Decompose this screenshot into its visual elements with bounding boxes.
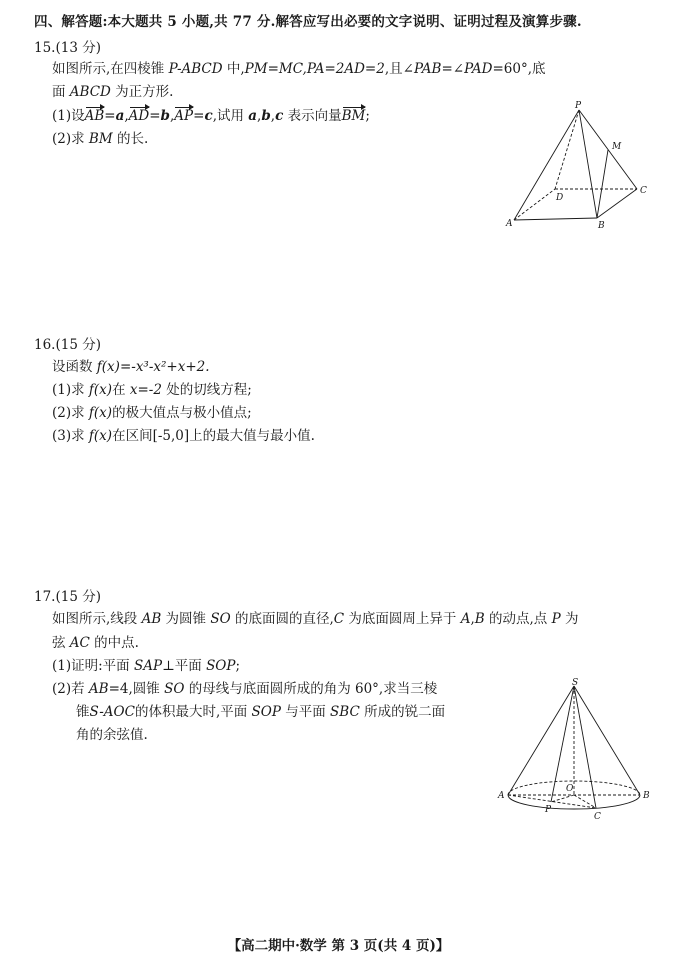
text: 所成的锐二面 — [359, 704, 446, 720]
text: 为圆锥 — [161, 611, 211, 627]
text: 在 — [112, 382, 130, 398]
text: SO — [164, 681, 185, 697]
page-footer: 【高二期中·数学 第 3 页(共 4 页)】 — [227, 938, 450, 954]
text: (2)若 — [52, 681, 89, 697]
text: , — [270, 108, 276, 124]
pyramid-figure — [500, 96, 660, 231]
text: =4,圆锥 — [108, 681, 165, 697]
text: b — [160, 108, 170, 124]
text: AC — [69, 635, 90, 651]
text: f(x)=-x³-x²+x+2. — [96, 359, 210, 375]
base-circle-front — [508, 795, 640, 809]
edge-sa — [508, 686, 574, 795]
label-p: P — [545, 805, 552, 815]
text: 的动点,点 — [484, 611, 552, 627]
edge-ab — [514, 218, 597, 220]
text: SOP — [251, 704, 281, 720]
text: 的中点. — [89, 635, 139, 651]
text: , — [124, 108, 129, 124]
label-d: D — [556, 193, 564, 203]
text: 在区间[-5,0]上的最大值与最小值. — [112, 428, 315, 444]
text: SOP — [206, 658, 236, 674]
text: , — [170, 108, 175, 124]
q16-line1 — [52, 355, 210, 375]
text: 中, — [222, 61, 245, 77]
q17-part2-line3 — [76, 723, 148, 743]
text: C — [333, 611, 345, 627]
text: 为 — [560, 611, 579, 627]
q15-part2 — [52, 127, 148, 147]
segment-op — [551, 795, 574, 802]
text: P — [551, 611, 561, 627]
text: (1)设 — [52, 108, 85, 124]
text: , — [257, 108, 262, 124]
vector-ap: AP — [174, 108, 194, 124]
text: (2)求 — [52, 131, 89, 147]
text: 锥 — [76, 704, 90, 720]
q15-number: 15.(13 分) — [34, 40, 101, 56]
text: c — [204, 108, 213, 124]
text: 的底面圆的直径, — [230, 611, 334, 627]
label-b: B — [598, 221, 605, 231]
text: , — [470, 611, 475, 627]
q16-part3 — [52, 424, 315, 444]
text: 的极大值点与极小值点; — [112, 405, 252, 421]
label-b: B — [643, 791, 650, 801]
vector-ab: AB — [84, 108, 105, 124]
text: (3)求 — [52, 428, 89, 444]
text: =∠ — [441, 61, 465, 77]
text: B — [474, 611, 485, 627]
edge-pa — [514, 110, 579, 220]
edge-ad — [514, 189, 555, 220]
section-title: 四、解答题:本大题共 5 小题,共 77 分.解答应写出必要的文字说明、证明过程及演算步骤. — [34, 14, 582, 30]
text: 的母线与底面圆所成的角为 60°,求当三棱 — [184, 681, 438, 697]
text: a — [115, 108, 125, 124]
label-p: P — [575, 101, 582, 111]
text: PAB — [413, 61, 442, 77]
text: 如图所示,在四棱锥 — [52, 61, 169, 77]
vector-bm: BM — [341, 108, 366, 124]
text: ; — [235, 658, 241, 674]
label-o: O — [566, 784, 574, 794]
vector-ad: AD — [128, 108, 150, 124]
text: x=-2 — [129, 382, 162, 398]
text: 弦 — [52, 635, 70, 651]
edge-bc — [597, 189, 637, 218]
text: AB — [141, 611, 162, 627]
text: b — [261, 108, 271, 124]
text: 如图所示,线段 — [52, 611, 142, 627]
cone-figure — [496, 678, 661, 826]
text: ,试用 — [212, 108, 249, 124]
text: 为正方形. — [110, 84, 174, 100]
text: A — [460, 611, 471, 627]
text: a — [248, 108, 258, 124]
text: 设函数 — [52, 359, 97, 375]
text: f(x) — [88, 382, 113, 398]
text: 面 — [52, 84, 70, 100]
text: ; — [365, 108, 370, 124]
text: f(x) — [88, 405, 113, 421]
text: ABCD — [69, 84, 111, 100]
q17-part2-line2 — [76, 700, 445, 720]
text: PM=MC,PA=2AD=2 — [244, 61, 385, 77]
text: 为底面圆周上异于 — [344, 611, 461, 627]
text: ,且∠ — [384, 61, 414, 77]
q15-part1 — [52, 104, 370, 124]
text: c — [275, 108, 284, 124]
text: BM — [88, 131, 113, 147]
text: = — [149, 108, 161, 124]
text: S-AOC — [89, 704, 135, 720]
text: (1)求 — [52, 382, 89, 398]
edge-pc — [579, 110, 637, 189]
edge-pb — [579, 110, 597, 218]
text: = — [104, 108, 116, 124]
q15-line1 — [52, 57, 546, 77]
label-a: A — [506, 219, 513, 229]
q16-part1 — [52, 378, 252, 398]
q17-line2 — [52, 631, 139, 651]
segment-bm — [597, 150, 608, 218]
text: PAD — [464, 61, 493, 77]
text: =60°,底 — [492, 61, 546, 77]
text: SO — [210, 611, 231, 627]
text: 的体积最大时,平面 — [134, 704, 252, 720]
text: 角的余弦值. — [76, 727, 148, 743]
edge-pd — [555, 110, 579, 189]
q15-line2 — [52, 80, 173, 100]
text: ⊥平面 — [162, 658, 207, 674]
text: f(x) — [88, 428, 113, 444]
text: = — [193, 108, 205, 124]
text: SAP — [133, 658, 163, 674]
q17-number: 17.(15 分) — [34, 589, 101, 605]
label-a: A — [498, 791, 505, 801]
q16-number: 16.(15 分) — [34, 337, 101, 353]
q17-line1 — [52, 607, 578, 627]
text: 表示向量 — [283, 108, 342, 124]
q16-part2 — [52, 401, 252, 421]
text: AB — [88, 681, 109, 697]
text: P-ABCD — [168, 61, 223, 77]
text: SBC — [330, 704, 360, 720]
label-c: C — [594, 812, 601, 822]
label-m: M — [612, 142, 622, 152]
q17-part1 — [52, 654, 240, 674]
q17-part2-line1 — [52, 677, 437, 697]
label-c: C — [640, 186, 647, 196]
text: 与平面 — [280, 704, 331, 720]
text: 的长. — [112, 131, 149, 147]
text: (1)证明:平面 — [52, 658, 134, 674]
text: (2)求 — [52, 405, 89, 421]
label-s: S — [572, 678, 579, 688]
text: 处的切线方程; — [161, 382, 252, 398]
